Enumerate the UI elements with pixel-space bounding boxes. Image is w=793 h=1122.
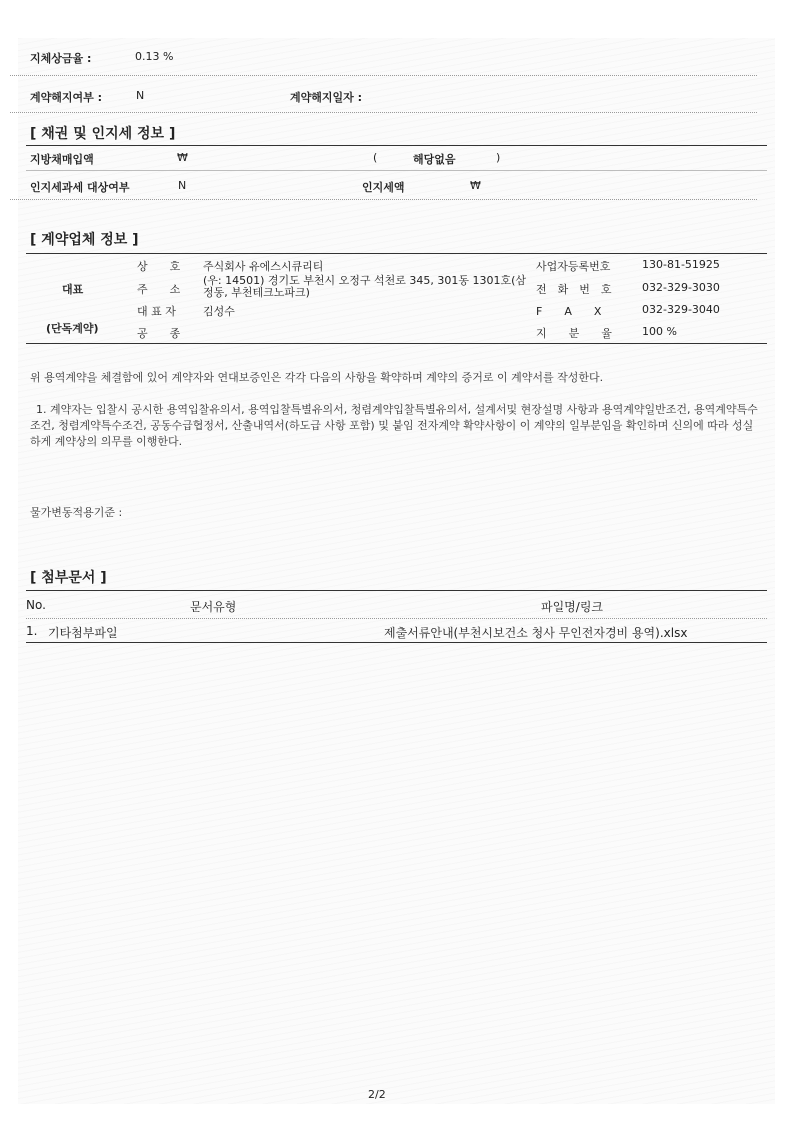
phone-label: 전 화 번 호 [536, 283, 612, 296]
attachments-title: [ 첨부문서 ] [30, 570, 107, 586]
attachment-file-link[interactable]: 제출서류안내(부천시보건소 청사 무인전자경비 용역).xlsx [384, 626, 688, 640]
col-header-type: 문서유형 [190, 600, 237, 614]
phone-value: 032-329-3030 [642, 281, 720, 294]
stamp-amount-label: 인지세액 [362, 181, 405, 194]
section-rule [26, 253, 767, 254]
intro-paragraph: 위 용역계약을 체결함에 있어 계약자와 연대보증인은 각각 다음의 사항을 확약하며 계약의 증거로 이 계약서를 작성한다. [30, 371, 604, 384]
divider [10, 112, 757, 113]
work-type-label: 공 종 [137, 327, 181, 340]
document-page [18, 38, 775, 1104]
stamp-tax-value: N [178, 179, 187, 192]
attachment-type: 기타첨부파일 [48, 626, 118, 640]
divider [10, 199, 757, 200]
local-bond-note: 해당없음 [413, 153, 456, 166]
contractor-section-title: [ 계약업체 정보 ] [30, 232, 139, 248]
delay-rate-value: 0.13 % [135, 50, 174, 63]
termination-label: 계약해지여부 : [30, 91, 102, 104]
section-rule [26, 145, 767, 146]
share-label: 지 분 율 [536, 327, 612, 340]
address-value-cont: 정동, 부천테크노파크) [203, 286, 310, 299]
section-rule [26, 343, 767, 344]
bond-section-title: [ 채권 및 인지세 정보 ] [30, 126, 176, 142]
section-rule [26, 642, 767, 643]
divider [26, 618, 767, 619]
col-header-no: No. [26, 598, 46, 612]
col-header-file: 파일명/링크 [541, 600, 604, 614]
clause-line: 하게 계약상의 의무를 이행한다. [30, 435, 183, 448]
row-rule [26, 170, 767, 171]
paren-close: ) [496, 151, 501, 164]
price-change-label: 물가변동적용기준 : [30, 506, 123, 519]
termination-value: N [136, 89, 145, 102]
address-label: 주 소 [137, 283, 181, 296]
share-value: 100 % [642, 325, 677, 338]
biz-reg-value: 130-81-51925 [642, 258, 720, 271]
fax-label: F A X [536, 305, 602, 318]
trade-name-label: 상 호 [137, 260, 181, 273]
contractor-role: 대표 [62, 283, 84, 296]
paren-open: ( [373, 151, 378, 164]
section-rule [26, 590, 767, 591]
stamp-amount-currency: ₩ [470, 179, 481, 192]
clause-line: 1. 계약자는 입찰시 공시한 용역입찰유의서, 용역입찰특별유의서, 청렴계약입찰특별유의서, 설계서및 현장설명 사항과 용역계약일반조건, 용역계약특수 [36, 403, 758, 416]
page-number: 2/2 [368, 1088, 386, 1101]
contract-type: (단독계약) [46, 322, 99, 335]
address-value: (우: 14501) 경기도 부천시 오정구 석천로 345, 301동 1301호(삼 [203, 274, 527, 287]
ceo-value: 김성수 [203, 305, 235, 318]
divider [10, 75, 757, 76]
clause-line: 조건, 청렴계약특수조건, 공동수급협정서, 산출내역서(하도급 사항 포함) 및 붙임 전자계약 확약사항이 이 계약의 일부분임을 확인하며 신의에 따라 성실 [30, 419, 754, 432]
termination-date-label: 계약해지일자 : [290, 91, 362, 104]
trade-name-value: 주식회사 유에스시큐리티 [203, 260, 324, 273]
delay-rate-label: 지체상금율 : [30, 52, 92, 65]
local-bond-currency: ₩ [177, 151, 188, 164]
attachment-no: 1. [26, 624, 38, 638]
biz-reg-label: 사업자등록번호 [536, 260, 611, 273]
ceo-label: 대 표 자 [137, 305, 176, 318]
local-bond-label: 지방채매입액 [30, 153, 94, 166]
stamp-tax-label: 인지세과세 대상여부 [30, 181, 130, 194]
fax-value: 032-329-3040 [642, 303, 720, 316]
